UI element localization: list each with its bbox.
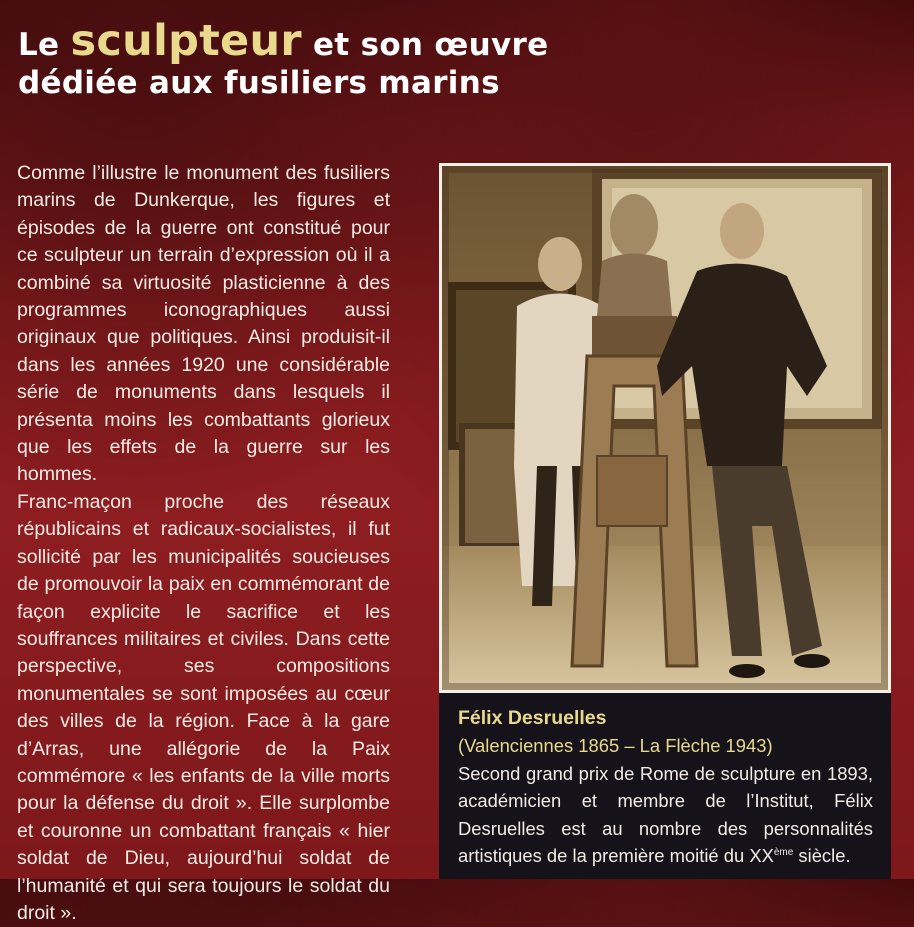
- title-word-le: Le: [18, 27, 60, 63]
- photo-caption: [439, 693, 891, 879]
- caption-desc-superscript: ème: [773, 846, 794, 858]
- title-line2: dédiée aux fusiliers marins: [18, 65, 500, 101]
- caption-dates: (Valenciennes 1865 – La Flèche 1943): [458, 735, 773, 757]
- body-paragraph-2: Franc-maçon proche des réseaux républicains et radicaux-socialistes, il fut sollicité par les municipalités soucieuses de promouvoir la paix en commémorant de façon explicite le sacrifice et les souffrances militaires et civiles. Dans cette perspective, ses compositions monumentales se sont imposées au cœur des villes de la région. Face à la gare d’Arras, une allégorie de la Paix commémore « les enfants de la ville morts pour la défense du droit ». Elle surplombe et couronne un combattant français « hier soldat de Dieu, aujourd’hui soldat de l’humanité et qui sera toujours le soldat du droit ».: [17, 490, 390, 924]
- body-text: [17, 160, 390, 927]
- body-paragraph-1: Comme l’illustre le monument des fusiliers marins de Dunkerque, les figures et épisodes de la guerre ont constitué pour ce sculpteur un terrain d’expression où il a combiné sa virtuosité plasticienne à des programmes iconographiques aussi originaux que politiques. Ainsi produisit-il dans les années 1920 une considérable série de monuments dans lesquels il présenta moins les combattants glorieux que les effets de la guerre sur les hommes.: [17, 162, 390, 486]
- caption-desc-end: siècle.: [793, 845, 851, 867]
- caption-description: [458, 760, 873, 870]
- caption-desc-main: Second grand prix de Rome de sculpture en 1893, académicien et membre de l’Institut, Félix Desruelles est au nombre des personnalités artistiques de la première moitié du XX: [458, 762, 873, 867]
- photo-image: [442, 166, 888, 690]
- caption-name: Félix Desruelles: [458, 707, 607, 729]
- title-highlight: sculpteur: [70, 16, 302, 66]
- page-title: [18, 16, 549, 102]
- title-rest-line1: et son œuvre: [313, 27, 549, 63]
- sepia-photograph: [439, 163, 891, 693]
